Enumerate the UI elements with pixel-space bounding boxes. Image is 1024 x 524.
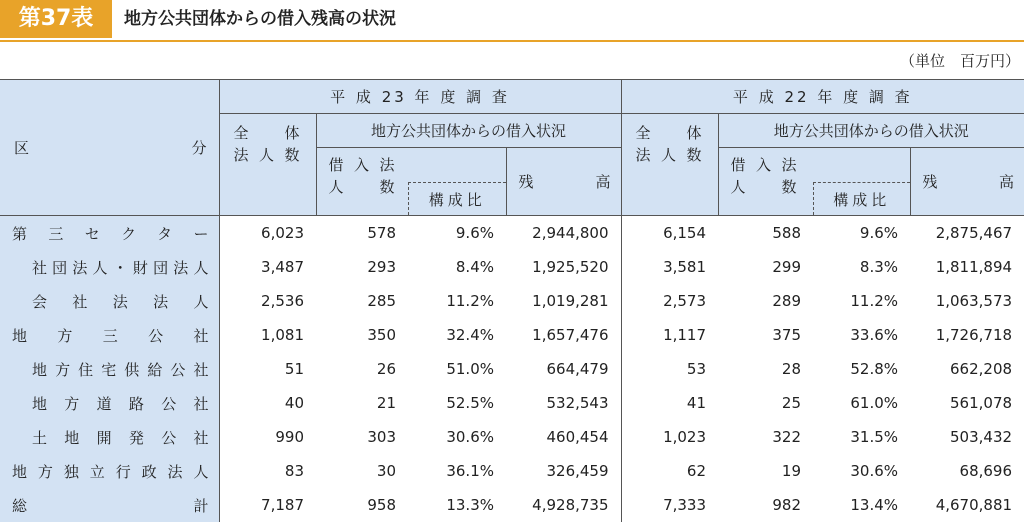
h22-cell: 68,696 <box>959 462 1013 480</box>
h23-cell: 350 <box>367 326 396 344</box>
row-label: 社団法人・財団法人 <box>0 250 219 284</box>
h23-cell: 1,925,520 <box>532 258 609 276</box>
h22-cell: 2,875,467 <box>935 224 1013 242</box>
h23-cell: 285 <box>367 292 396 310</box>
h23-cell: 40 <box>219 386 316 420</box>
h22-cell: 41 <box>621 386 718 420</box>
h22-cell: 1,811,894 <box>935 258 1013 276</box>
h23-cell: 2,944,800 <box>532 224 609 242</box>
table-row <box>0 250 1024 284</box>
h23-cell: 30.6% <box>446 428 494 446</box>
h23-cell: 664,479 <box>546 360 609 378</box>
h22-cell: 322 <box>772 428 802 446</box>
h23-cell: 578 <box>367 224 396 242</box>
h23-cell: 30 <box>376 462 396 480</box>
h23-cell: 36.1% <box>446 462 494 480</box>
category-header <box>0 80 219 216</box>
h22-cell: 25 <box>781 394 802 412</box>
h23-cell: 51.0% <box>446 360 494 378</box>
h23-cell: 8.4% <box>455 258 494 276</box>
h23-borrowing-corp-line1: 借入法 <box>328 156 395 174</box>
h22-total-corp-line1: 全 体 <box>635 124 702 142</box>
h23-cell: 3,487 <box>219 250 316 284</box>
row-label: 地方独立行政法人 <box>0 454 219 488</box>
h22-cell: 52.8% <box>850 360 899 378</box>
h22-cell: 1,117 <box>621 318 718 352</box>
h23-cell: 26 <box>376 360 396 378</box>
h22-balance-left: 残 <box>922 173 938 191</box>
h23-total-corp-header <box>219 114 316 216</box>
h22-total-corp-header <box>621 114 718 216</box>
h22-cell: 53 <box>621 352 718 386</box>
h22-cell: 30.6% <box>850 462 899 480</box>
borrowing-balance-table <box>0 79 1024 522</box>
h23-cell: 532,543 <box>546 394 609 412</box>
h22-cell: 9.6% <box>859 224 899 242</box>
h22-composition-ratio-label: 構成比 <box>813 182 910 215</box>
table-row <box>0 386 1024 420</box>
row-label: 土地開発公社 <box>0 420 219 454</box>
h22-cell: 33.6% <box>850 326 899 344</box>
h22-cell: 8.3% <box>859 258 899 276</box>
h23-borrowing-corp-header <box>316 148 408 216</box>
h22-cell: 3,581 <box>621 250 718 284</box>
h23-cell: 2,536 <box>219 284 316 318</box>
h23-borrowing-corp-line2a: 人 <box>328 178 344 196</box>
h22-cell: 61.0% <box>850 394 899 412</box>
h22-cell: 2,573 <box>621 284 718 318</box>
table-row <box>0 318 1024 352</box>
h22-borrowing-corp-header <box>718 148 813 216</box>
h22-borrowing-corp-line2b: 数 <box>781 178 797 196</box>
h22-total-corp-line2: 法人数 <box>635 146 702 164</box>
h23-cell: 7,187 <box>219 488 316 522</box>
h23-cell: 958 <box>367 496 396 514</box>
h22-cell: 1,063,573 <box>935 292 1013 310</box>
h23-cell: 1,019,281 <box>532 292 609 310</box>
h23-composition-ratio-header <box>408 148 506 216</box>
h23-cell: 1,657,476 <box>532 326 609 344</box>
row-label: 総計 <box>0 488 219 522</box>
category-header-left: 区 <box>14 139 30 157</box>
h22-cell: 6,154 <box>621 216 718 251</box>
h22-cell: 1,726,718 <box>935 326 1013 344</box>
table-row <box>0 352 1024 386</box>
h22-cell: 289 <box>772 292 802 310</box>
h23-balance-header <box>506 148 621 216</box>
h22-cell: 11.2% <box>850 292 899 310</box>
page-title: 地方公共団体からの借入残高の状況 <box>124 9 396 29</box>
h23-cell: 21 <box>376 394 396 412</box>
h22-borrowing-corp-line2a: 人 <box>730 178 746 196</box>
table-row <box>0 284 1024 318</box>
title-bar <box>0 0 1024 42</box>
survey-h22-header: 平 成 22 年 度 調 査 <box>621 80 1024 114</box>
survey-h23-header: 平 成 23 年 度 調 査 <box>219 80 621 114</box>
table-row <box>0 216 1024 251</box>
h23-composition-ratio-label: 構成比 <box>408 182 506 215</box>
h23-total-corp-line1: 全 体 <box>233 124 300 142</box>
row-label: 会社法法人 <box>0 284 219 318</box>
h22-cell: 299 <box>772 258 802 276</box>
h23-cell: 83 <box>219 454 316 488</box>
h23-cell: 6,023 <box>219 216 316 251</box>
h22-cell: 4,670,881 <box>935 496 1013 514</box>
h23-cell: 293 <box>367 258 396 276</box>
h23-cell: 52.5% <box>446 394 494 412</box>
h22-cell: 503,432 <box>950 428 1013 446</box>
h23-borrowing-status-header: 地方公共団体からの借入状況 <box>316 114 621 148</box>
h23-cell: 4,928,735 <box>532 496 609 514</box>
h23-cell: 32.4% <box>446 326 494 344</box>
h23-balance-right: 高 <box>595 173 611 191</box>
h22-borrowing-corp-line1: 借入法 <box>730 156 797 174</box>
row-label: 地方道路公社 <box>0 386 219 420</box>
row-label: 第三セクター <box>0 216 219 251</box>
h22-cell: 62 <box>621 454 718 488</box>
h22-balance-right: 高 <box>999 173 1015 191</box>
h23-borrowing-corp-line2b: 数 <box>379 178 395 196</box>
h22-cell: 375 <box>772 326 802 344</box>
h23-cell: 9.6% <box>455 224 494 242</box>
category-header-right: 分 <box>191 139 207 157</box>
h23-cell: 990 <box>219 420 316 454</box>
table-row <box>0 420 1024 454</box>
row-label: 地方住宅供給公社 <box>0 352 219 386</box>
row-label: 地方三公社 <box>0 318 219 352</box>
h23-cell: 303 <box>367 428 396 446</box>
h23-cell: 1,081 <box>219 318 316 352</box>
table-row <box>0 488 1024 522</box>
h22-cell: 13.4% <box>850 496 899 514</box>
h22-cell: 7,333 <box>621 488 718 522</box>
h23-cell: 326,459 <box>546 462 609 480</box>
h22-balance-header <box>910 148 1024 216</box>
h23-total-corp-line2: 法人数 <box>233 146 300 164</box>
h23-balance-left: 残 <box>518 173 534 191</box>
h22-cell: 19 <box>781 462 802 480</box>
h22-cell: 662,208 <box>950 360 1013 378</box>
table-number-badge: 第37表 <box>0 0 112 38</box>
h22-cell: 28 <box>781 360 802 378</box>
h22-cell: 31.5% <box>850 428 899 446</box>
unit-label: （単位 百万円） <box>899 52 1020 70</box>
h22-composition-ratio-header <box>813 148 910 216</box>
h23-cell: 51 <box>219 352 316 386</box>
h23-cell: 11.2% <box>446 292 494 310</box>
h22-cell: 561,078 <box>950 394 1013 412</box>
table-row <box>0 454 1024 488</box>
h23-cell: 13.3% <box>446 496 494 514</box>
h22-cell: 1,023 <box>621 420 718 454</box>
h22-cell: 588 <box>772 224 802 242</box>
h22-cell: 982 <box>772 496 802 514</box>
h23-cell: 460,454 <box>546 428 609 446</box>
h22-borrowing-status-header: 地方公共団体からの借入状況 <box>718 114 1024 148</box>
